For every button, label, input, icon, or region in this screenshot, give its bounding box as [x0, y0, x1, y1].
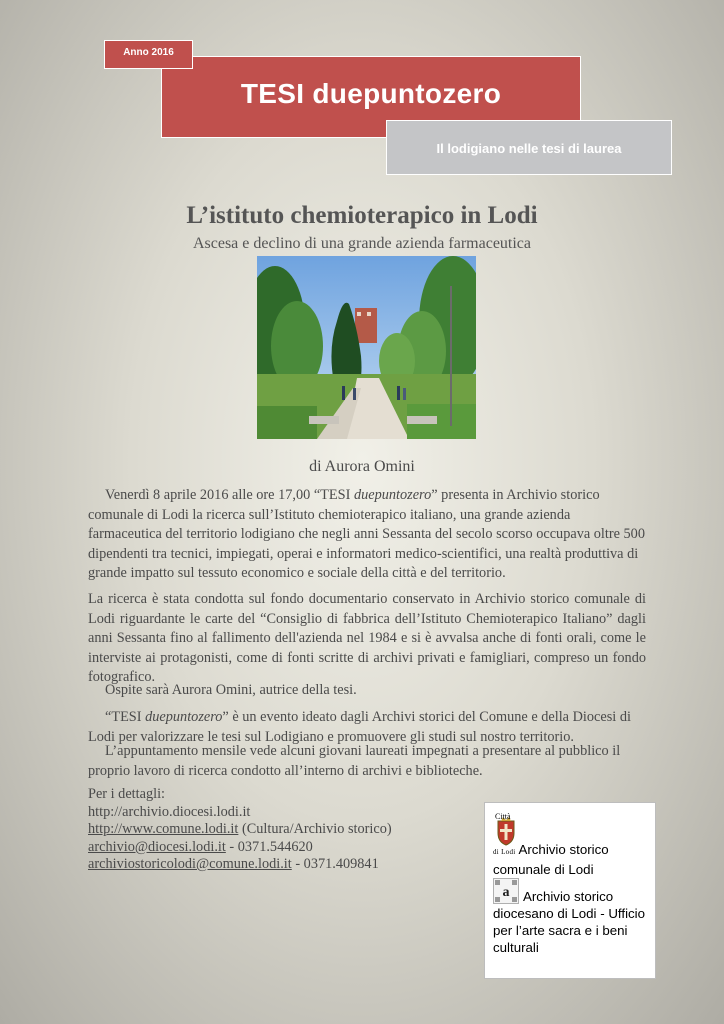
comune-archive-label — [493, 841, 613, 878]
diocesi-logo-letter: a — [502, 885, 510, 900]
intro-text-start: Venerdì 8 aprile 2016 alle ore 17,00 “TESI — [105, 487, 354, 503]
comune-archive-text: Archivio storico comunale di Lodi — [493, 842, 609, 877]
comune-email-link[interactable]: archiviostoricolodi@comune.lodi.it — [88, 856, 292, 872]
article-title: L’istituto chemioterapico in Lodi — [186, 202, 538, 229]
diocesi-phone: - 0371.544620 — [225, 838, 313, 855]
series-subtitle-banner: Il lodigiano nelle tesi di laurea — [386, 120, 672, 175]
intro-italic-brand: duepuntozero — [353, 487, 432, 503]
paragraph-research: La ricerca è stata condotta sul fondo documentario conservato in Archivio storico comunale di Lodi riguardante le carte del “Consiglio di fabbrica dell’Istituto Chemioterapico Italiano” dagli anni Sessanta fino al fallimento dell'azienda nel 1984 e si è avvalsa anche di fonti orali, come le interviste ai protagonisti, come di fonti scritte di archivi privati e famigliari, compreso un fondo fotografico. — [88, 591, 646, 685]
series-title: TESI duepuntozero — [240, 78, 502, 109]
citta-label: Città — [495, 812, 511, 821]
diocesi-email-link[interactable]: archivio@diocesi.lodi.it — [88, 838, 226, 855]
event-italic-brand: duepuntozero — [145, 709, 223, 725]
comune-phone: - 0371.409841 — [291, 856, 379, 872]
diocesi-archive-text: Archivio storico diocesano di Lodi - Ufficio per l’arte sacra e i beni culturali — [493, 889, 646, 955]
comune-url-link[interactable]: http://www.comune.lodi.it — [88, 821, 239, 837]
event-text-start: “TESI — [105, 709, 146, 725]
diocesi-email-line — [88, 839, 478, 857]
paragraph-guest: Ospite sarà Aurora Omini, autrice della tesi. — [105, 682, 357, 698]
comune-email-line — [88, 856, 478, 874]
article-author: di Aurora Omini — [309, 458, 415, 475]
comune-url-line — [88, 821, 478, 839]
paragraph-intro — [88, 486, 646, 584]
comune-url-note: (Cultura/Archivio storico) — [238, 821, 392, 837]
intro-text-end: ” presenta in Archivio storico comunale di Lodi la ricerca sull’Istituto chemioterapico italiano, una grande azienda farmaceutica del territorio lodigiano che negli anni Sessanta del secolo scorso occupava oltre 500 dipendenti tra tecnici, impiegati, operai e informatori medico-scientifici, una realtà produttiva di grande impatto sul tessuto economico e sociale della città e del territorio. — [88, 487, 645, 581]
details-label: Per i dettagli: — [88, 786, 166, 802]
citta-lodi-caption: di Lodi — [493, 848, 516, 856]
diocesi-url[interactable]: http://archivio.diocesi.lodi.it — [88, 803, 251, 820]
event-text-end: ” è un evento ideato dagli Archivi storici del Comune e della Diocesi di Lodi per valorizzare le tesi sul Lodigiano e promuovere gli studi sul nostro territorio. — [88, 709, 631, 745]
contact-details — [88, 786, 478, 874]
park-photo — [257, 256, 476, 439]
diocesi-archive-label — [493, 888, 651, 956]
archives-logo-box — [484, 802, 656, 979]
paragraph-monthly: L’appuntamento mensile vede alcuni giovani laureati impegnati a presentare al pubblico il proprio lavoro di ricerca condotto all’interno di archivi e biblioteche. — [88, 743, 621, 779]
article-subtitle: Ascesa e declino di una grande azienda farmaceutica — [192, 235, 532, 252]
year-badge: Anno 2016 — [104, 40, 193, 69]
